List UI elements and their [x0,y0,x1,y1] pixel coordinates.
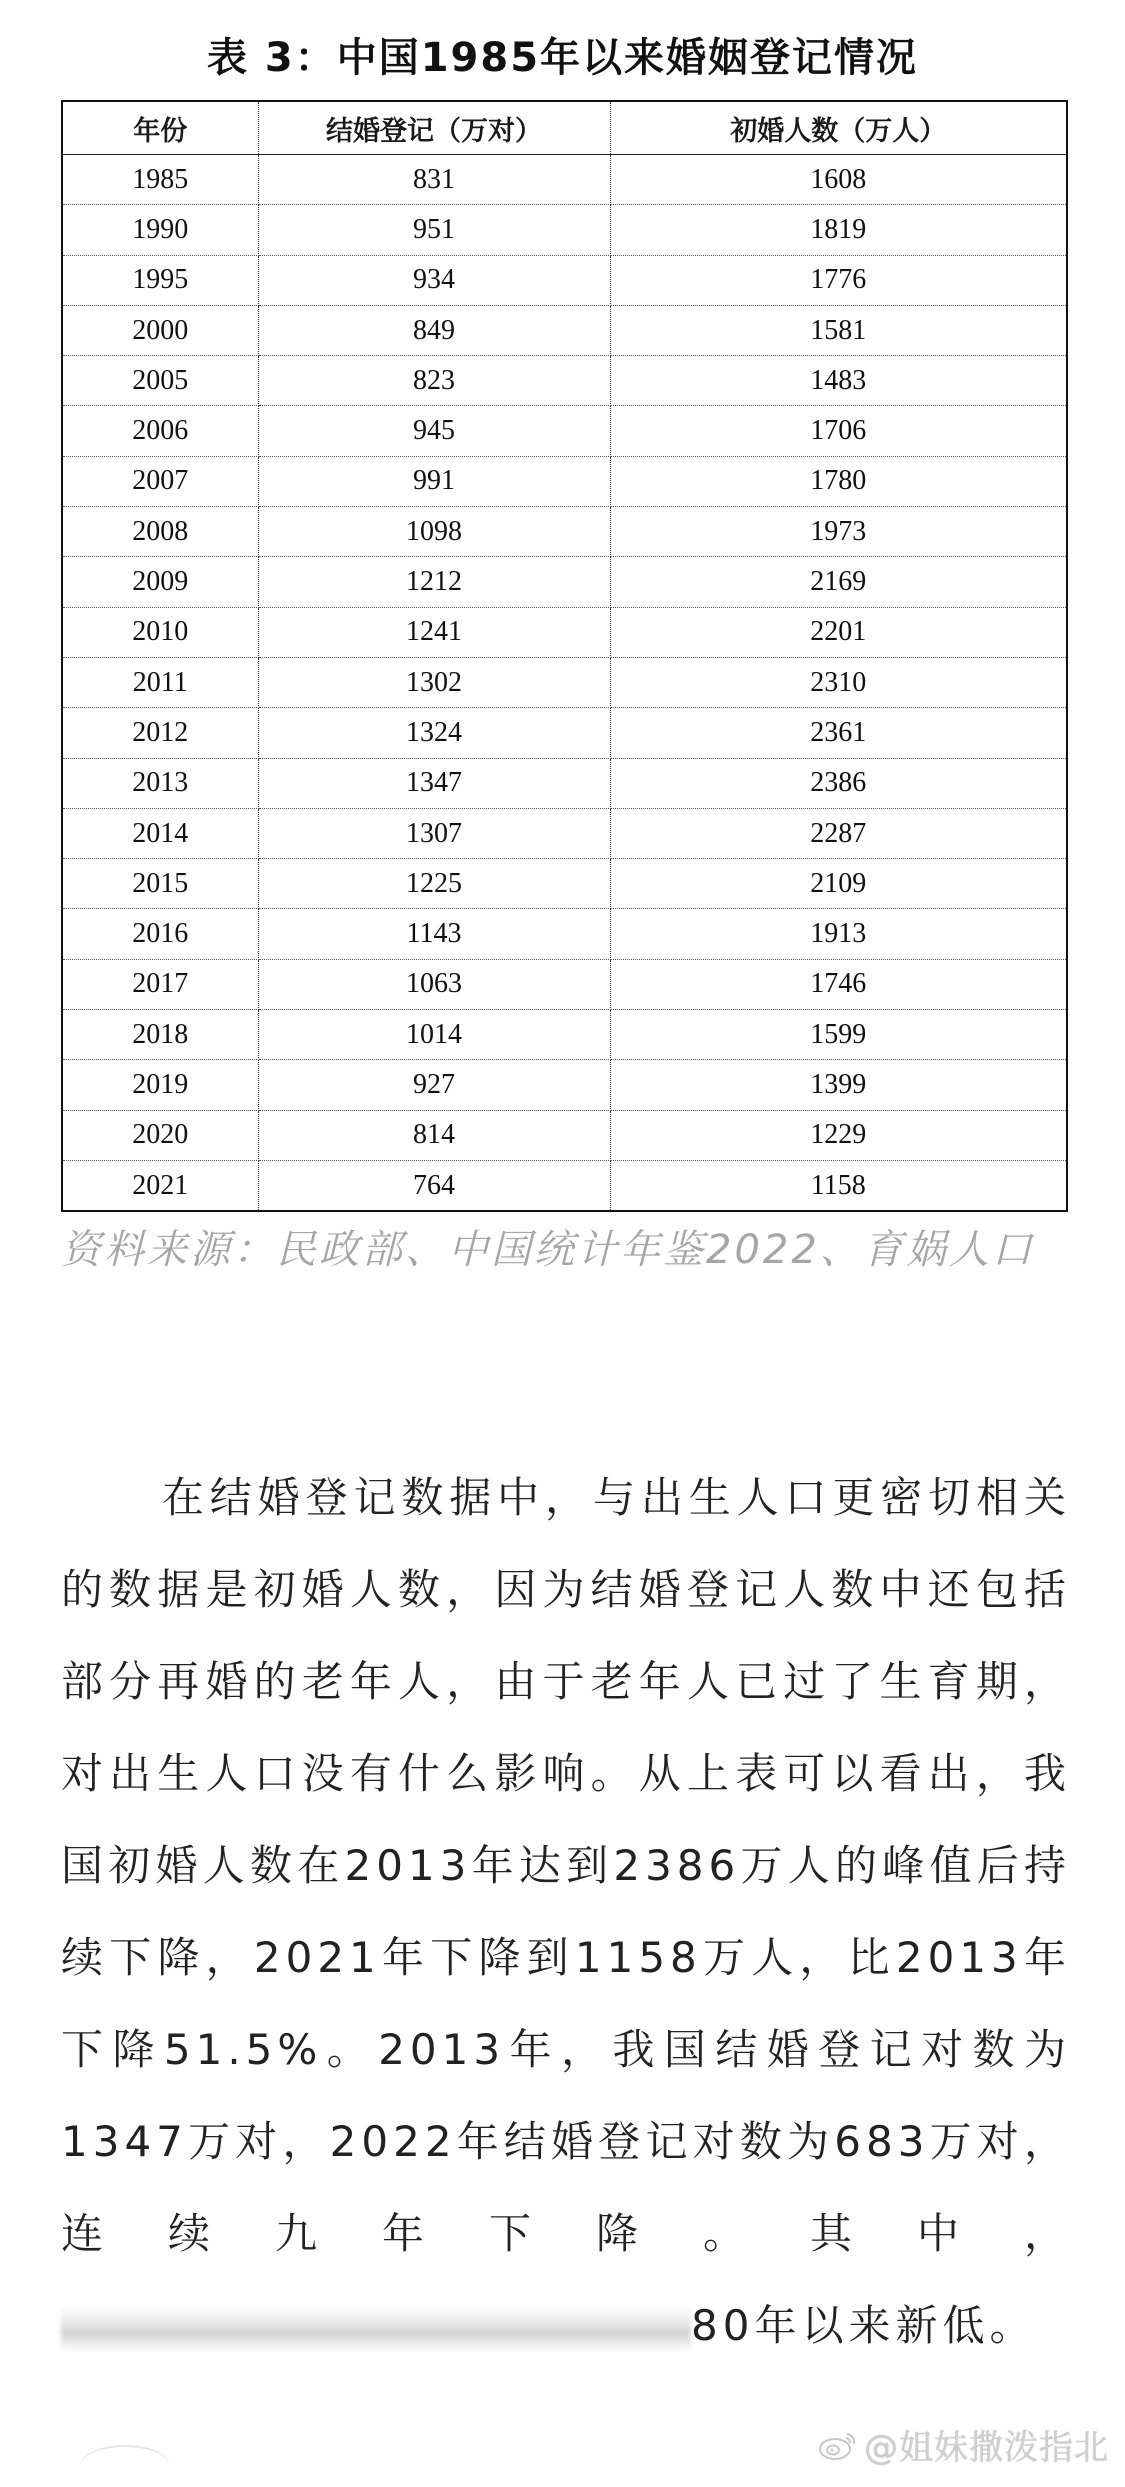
cell-year: 2012 [62,708,258,758]
cell-year: 1995 [62,255,258,305]
decorative-curve [80,2445,170,2487]
cell-year: 2016 [62,909,258,959]
cell-first-marriages: 1581 [610,305,1067,355]
cell-first-marriages: 2287 [610,808,1067,858]
cell-first-marriages: 2310 [610,657,1067,707]
table-title: 表 3：中国1985年以来婚姻登记情况 [206,35,919,81]
cell-year: 2017 [62,959,258,1009]
cell-first-marriages: 2169 [610,557,1067,607]
table-header-row [62,101,1067,155]
cell-marriage-registrations: 951 [258,205,610,255]
cell-year: 2013 [62,758,258,808]
cell-marriage-registrations: 823 [258,356,610,406]
table-row [62,507,1067,557]
cell-year: 2019 [62,1060,258,1110]
table-row [62,155,1067,205]
cell-first-marriages: 1780 [610,456,1067,506]
cell-marriage-registrations: 945 [258,406,610,456]
cell-first-marriages: 1229 [610,1110,1067,1160]
table-row [62,356,1067,406]
watermark-text: @姐妹撒泼指北 [864,2428,1109,2468]
weibo-watermark [818,2420,1109,2469]
cell-marriage-registrations: 1143 [258,909,610,959]
table-row [62,657,1067,707]
cell-marriage-registrations: 991 [258,456,610,506]
cell-marriage-registrations: 1225 [258,859,610,909]
cell-year: 2020 [62,1110,258,1160]
table-row [62,205,1067,255]
cell-first-marriages: 2386 [610,758,1067,808]
table-row [62,1010,1067,1060]
cell-first-marriages: 1706 [610,406,1067,456]
paragraph-text: 在结婚登记数据中，与出生人口更密切相关的数据是初婚人数，因为结婚登记人数中还包括部分再婚的老年人，由于老年人已过了生育期，对出生人口没有什么影响。从上表可以看出，我国初婚人数在2013年达到2386万人的峰值后持续下降，2021年下降到1158万人，比2013年下降51.5%。2013年，我国结婚登记对数为1347万对，2022年结婚登记对数为683万对，连续九年下降。其中， [61,1473,1071,2258]
cell-year: 2005 [62,356,258,406]
cell-year: 2007 [62,456,258,506]
cell-year: 2010 [62,607,258,657]
cell-first-marriages: 1776 [610,255,1067,305]
cell-first-marriages: 1608 [610,155,1067,205]
cell-first-marriages: 1819 [610,205,1067,255]
cell-marriage-registrations: 1302 [258,657,610,707]
cell-year: 1990 [62,205,258,255]
table-row [62,557,1067,607]
table-row [62,255,1067,305]
table-row [62,909,1067,959]
cell-first-marriages: 1973 [610,507,1067,557]
cell-year: 2006 [62,406,258,456]
weibo-logo-icon [818,2428,858,2462]
cell-marriage-registrations: 1014 [258,1010,610,1060]
cell-first-marriages: 2361 [610,708,1067,758]
cell-marriage-registrations: 764 [258,1160,610,1211]
table-row [62,607,1067,657]
cell-first-marriages: 1483 [610,356,1067,406]
cell-marriage-registrations: 1212 [258,557,610,607]
cell-first-marriages: 1158 [610,1160,1067,1211]
cell-marriage-registrations: 934 [258,255,610,305]
cell-marriage-registrations: 814 [258,1110,610,1160]
cell-marriage-registrations: 1347 [258,758,610,808]
cell-marriage-registrations: 1063 [258,959,610,1009]
cell-year: 2014 [62,808,258,858]
cell-first-marriages: 1599 [610,1010,1067,1060]
cell-year: 2008 [62,507,258,557]
table-row [62,808,1067,858]
cell-year: 2011 [62,657,258,707]
cell-first-marriages: 2201 [610,607,1067,657]
cell-year: 2018 [62,1010,258,1060]
table-row [62,708,1067,758]
cell-first-marriages: 1746 [610,959,1067,1009]
cell-year: 1985 [62,155,258,205]
cell-first-marriages: 1399 [610,1060,1067,1110]
cell-marriage-registrations: 831 [258,155,610,205]
column-header-year: 年份 [62,101,258,155]
cell-marriage-registrations: 1307 [258,808,610,858]
cell-year: 2000 [62,305,258,355]
column-header-first-marriage: 初婚人数（万人） [610,101,1067,155]
cell-marriage-registrations: 1241 [258,607,610,657]
column-header-marriage-registration: 结婚登记（万对） [258,101,610,155]
cell-marriage-registrations: 1098 [258,507,610,557]
blurred-redaction [61,2306,691,2352]
table-row [62,758,1067,808]
table-row [62,1160,1067,1211]
table-row [62,406,1067,456]
data-source-note: 资料来源：民政部、中国统计年鉴2022、育娲人口 [61,1227,1035,1273]
table-row [62,1060,1067,1110]
cell-marriage-registrations: 849 [258,305,610,355]
cell-first-marriages: 2109 [610,859,1067,909]
paragraph-text-end: 80年以来新低。 [691,2301,1037,2350]
cell-year: 2015 [62,859,258,909]
cell-first-marriages: 1913 [610,909,1067,959]
cell-marriage-registrations: 1324 [258,708,610,758]
marriage-registration-table [61,100,1068,1212]
table-row [62,456,1067,506]
table-row [62,1110,1067,1160]
table-row [62,959,1067,1009]
cell-year: 2021 [62,1160,258,1211]
table-row [62,859,1067,909]
cell-year: 2009 [62,557,258,607]
cell-marriage-registrations: 927 [258,1060,610,1110]
table-row [62,305,1067,355]
article-paragraph [61,1452,1071,2372]
